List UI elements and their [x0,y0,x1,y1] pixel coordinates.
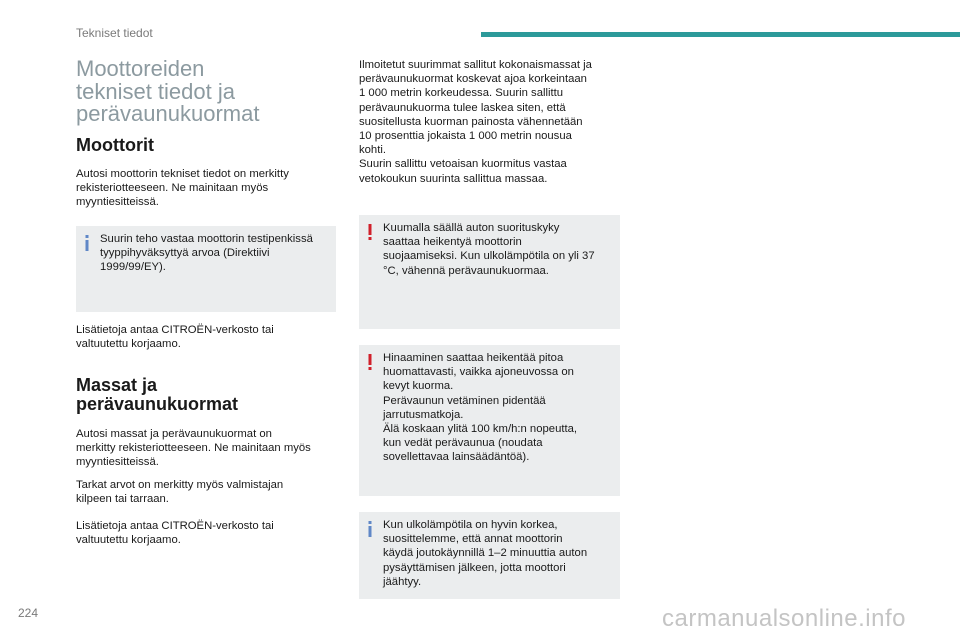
warning-note-hot-weather [359,215,620,329]
section-accent-bar [481,32,960,37]
altitude-limits-text: Ilmoitetut suurimmat sallitut kokonaismassat ja perävaunukuormat koskevat ajoa korkeintaan 1 000 metrin korkeudessa. Suurin sallittu perävaunukuorma tulee laskea siten, että suositellusta kuorman painosta vähennetään 10 prosenttia jokaista 1 000 metrin nousua kohti. Suurin sallittu vetoaisan kuormitus vastaa vetokoukun suurinta sallittua massaa. [359,59,592,185]
section-label: Tekniset tiedot [76,26,153,40]
masses-intro: Autosi massat ja perävaunukuormat on merkitty rekisteriotteeseen. Ne mainitaan myös myyntiesitteissä. [76,428,311,469]
page-number: 224 [18,606,39,620]
info-note-engine-power-text: Suurin teho vastaa moottorin testipenkissä tyyppihyväksyttyä arvoa (Direktiivi 1999/99/EY). [100,233,313,274]
masses-more-info: Lisätietoja antaa CITROËN-verkosto tai valtuutettu korjaamo. [76,520,274,547]
masses-heading: Massat ja perävaunukuormat [76,375,239,414]
engines-more-info: Lisätietoja antaa CITROËN-verkosto tai valtuutettu korjaamo. [76,324,274,351]
page-title: Moottoreiden tekniset tiedot ja perävaunukuormat [76,56,260,126]
warning-note-hot-weather-text: Kuumalla säällä auton suorituskyky saattaa heikentyä moottorin suojaamiseksi. Kun ulkolämpötila on yli 37 °C, vähennä perävaunukuormaa. [383,222,595,277]
info-note-engine-power [76,226,336,312]
info-note-engine-idle [359,512,620,599]
engines-heading: Moottorit [76,135,154,155]
warning-note-towing-text: Hinaaminen saattaa heikentää pitoa huomattavasti, vaikka ajoneuvossa on kevyt kuorma. Perävaunun vetäminen pidentää jarrutusmatkoja. Älä koskaan ylitä 100 km/h:n nopeutta, kun vedät perävaunua (noudata sovellettavaa lainsäädäntöä). [383,352,578,464]
warning-note-towing [359,345,620,496]
info-icon [367,521,373,537]
warning-icon [367,224,373,240]
info-icon [84,235,90,251]
info-note-engine-idle-text: Kun ulkolämpötila on hyvin korkea, suosittelemme, että annat moottorin käydä joutokäynnillä 1–2 minuuttia auton pysäyttämisen jälkeen, jotta moottori jäähtyy. [383,519,588,588]
manufacturer-plate-text: Tarkat arvot on merkitty myös valmistajan kilpeen tai tarraan. [76,479,284,506]
engines-intro: Autosi moottorin tekniset tiedot on merkitty rekisteriotteeseen. Ne mainitaan myös myyntiesitteissä. [76,168,289,209]
watermark: carmanualsonline.info [662,605,906,632]
warning-icon [367,354,373,370]
